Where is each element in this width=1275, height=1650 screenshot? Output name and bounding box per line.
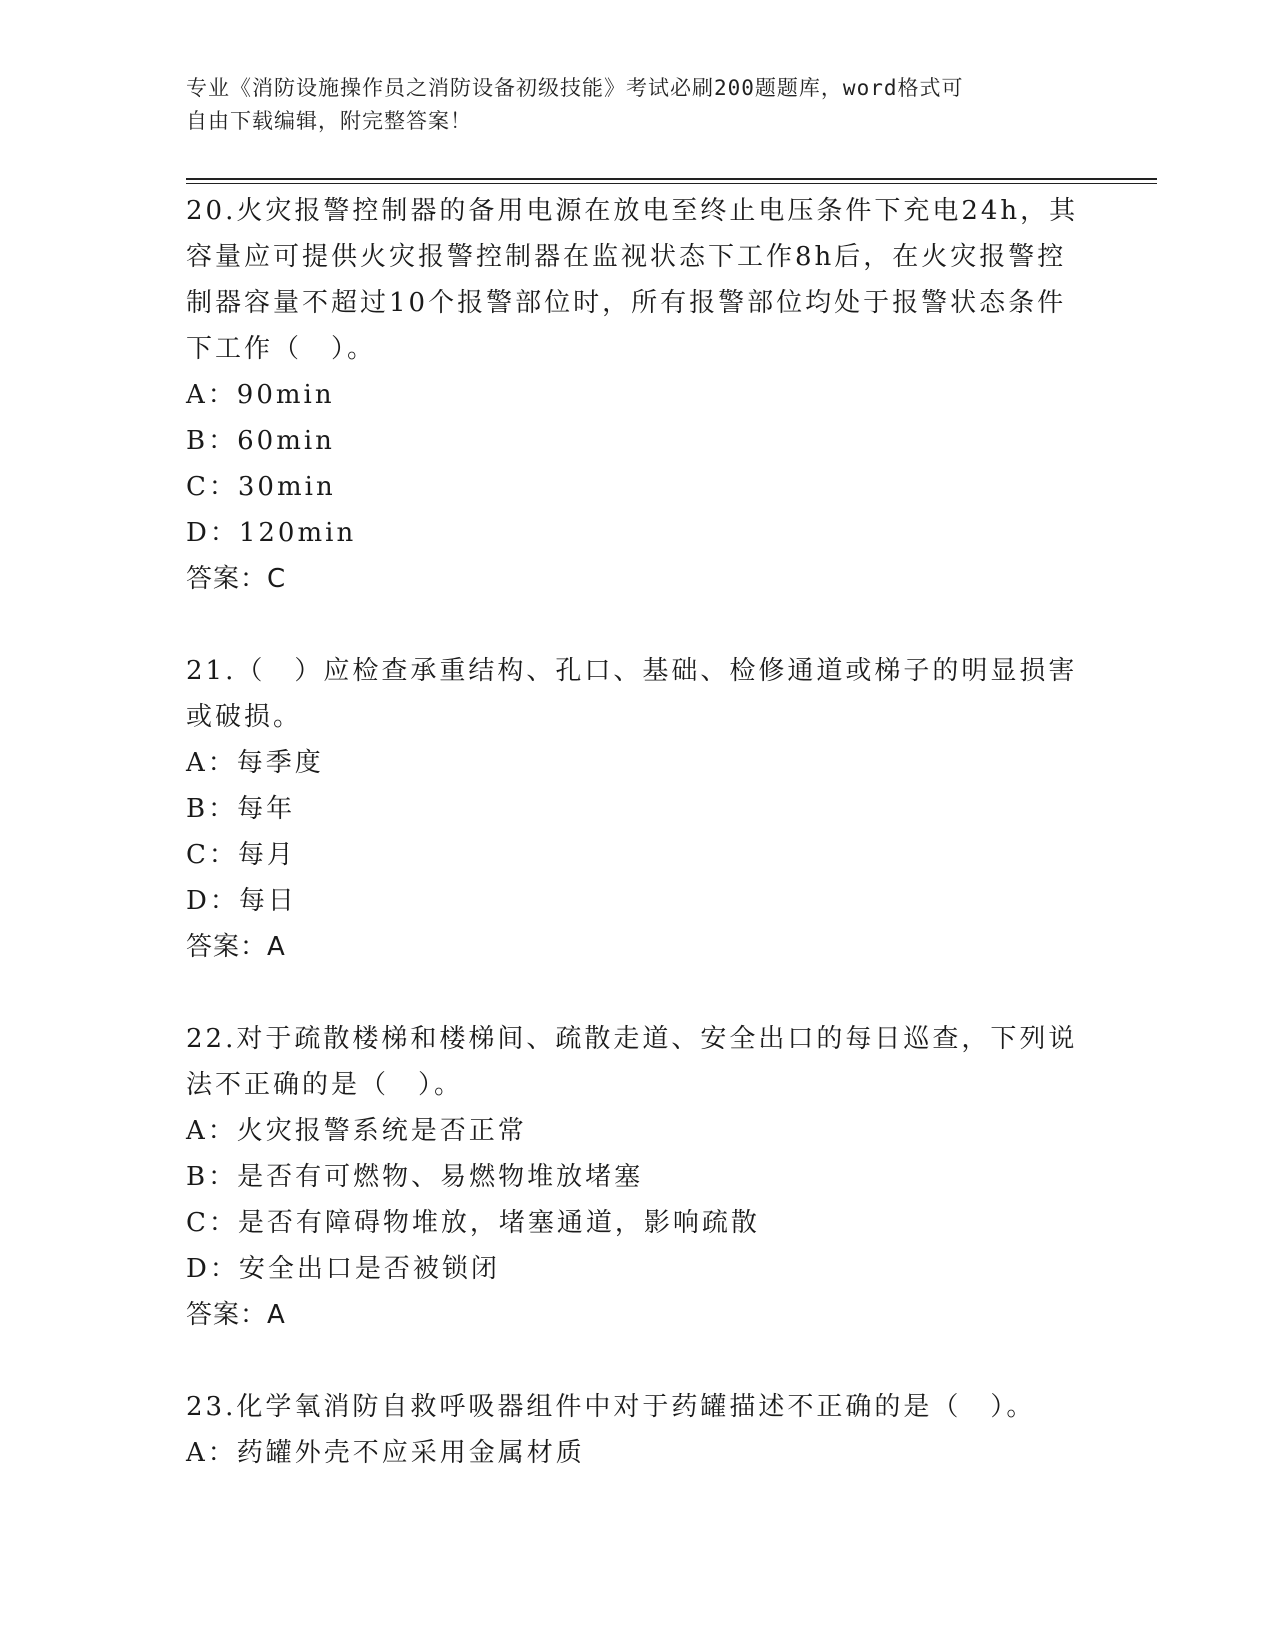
question-23 <box>186 1384 1086 1476</box>
option-a: A：火灾报警系统是否正常 <box>186 1116 527 1146</box>
option-a: A：每季度 <box>186 748 324 778</box>
header-rule-thick <box>186 178 1157 180</box>
question-spacer <box>186 970 1086 1016</box>
option-b: B：每年 <box>186 794 296 824</box>
question-20 <box>186 188 1086 602</box>
question-text-line: 或破损。 <box>186 702 303 732</box>
option-c: C：每月 <box>186 840 296 870</box>
question-text-line: 20.火灾报警控制器的备用电源在放电至终止电压条件下充电24h，其 <box>186 196 1079 226</box>
option-c: C：30min <box>186 472 336 502</box>
question-spacer <box>186 1338 1086 1384</box>
question-text-line: 下工作（ ）。 <box>186 334 377 364</box>
question-text-line: 法不正确的是（ ）。 <box>186 1070 464 1100</box>
question-text-line: 容量应可提供火灾报警控制器在监视状态下工作8h后，在火灾报警控 <box>186 242 1067 272</box>
question-text-line: 22.对于疏散楼梯和楼梯间、疏散走道、安全出口的每日巡查，下列说 <box>186 1024 1078 1054</box>
option-a: A：药罐外壳不应采用金属材质 <box>186 1438 585 1468</box>
option-d: D：每日 <box>186 886 297 916</box>
document-header <box>186 72 1066 138</box>
header-line-2: 自由下载编辑，附完整答案！ <box>186 109 472 133</box>
question-list <box>186 188 1086 1476</box>
option-c: C：是否有障碍物堆放，堵塞通道，影响疏散 <box>186 1208 760 1238</box>
answer-line: 答案：A <box>186 1300 286 1330</box>
option-b: B：是否有可燃物、易燃物堆放堵塞 <box>186 1162 644 1192</box>
question-text-line: 21.（ ）应检查承重结构、孔口、基础、检修通道或梯子的明显损害 <box>186 656 1078 686</box>
header-rule-thin <box>186 183 1157 184</box>
option-d: D：120min <box>186 518 357 548</box>
answer-line: 答案：C <box>186 564 287 594</box>
question-21 <box>186 648 1086 970</box>
question-spacer <box>186 602 1086 648</box>
question-text-line: 23.化学氧消防自救呼吸器组件中对于药罐描述不正确的是（ ）。 <box>186 1392 1036 1422</box>
option-d: D：安全出口是否被锁闭 <box>186 1254 500 1284</box>
answer-line: 答案：A <box>186 932 286 962</box>
question-text-line: 制器容量不超过10个报警部位时，所有报警部位均处于报警状态条件 <box>186 288 1067 318</box>
option-a: A：90min <box>186 380 335 410</box>
option-b: B：60min <box>186 426 335 456</box>
header-line-1: 专业《消防设施操作员之消防设备初级技能》考试必刷200题题库，word格式可 <box>186 76 964 100</box>
question-22 <box>186 1016 1086 1338</box>
